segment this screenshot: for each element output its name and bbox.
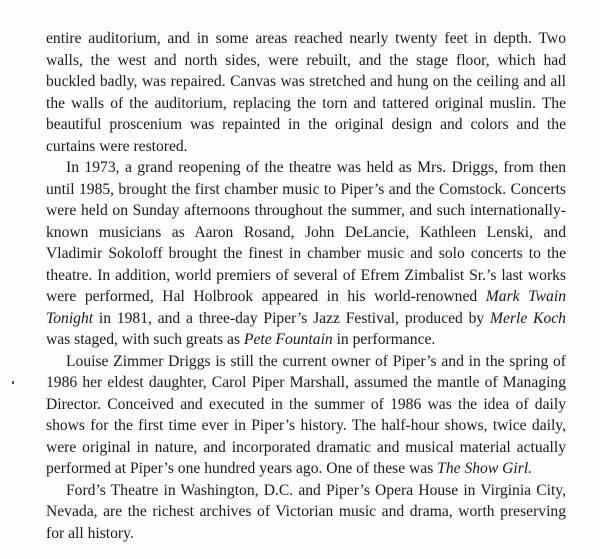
text-segment: In 1973, a grand reopening of the theatre was held as Mrs. Driggs, from then until 1985, brought the first chamber music to Piper’s and the Comstock. Concerts were held on Sunday afternoons throughout the summer, and such internationally-known musicians as Aaron Rosand, John DeLancie, Kathleen Lenski, and Vladimir Sokoloff brought the finest in chamber music and solo concerts to the theatre. In addition, world premiers of several of Efrem Zimbalist Sr.’s last works were performed, Hal Holbrook appeared in his world-renowned <box>46 159 566 305</box>
italic-title-mark-twain-tonight: Mark Twain Tonight <box>46 288 566 327</box>
italic-name-pete-fountain: Pete Fountain <box>243 331 333 348</box>
text-segment: Louise Zimmer Driggs is still the current owner of Piper’s and in the spring of 1986 her eldest daughter, Carol Piper Marshall, assumed the mantle of Managing Director. Conceived and executed in the summer of 1986 was the idea of daily shows for the first time ever in Piper’s history. The half-hour shows, twice daily, were original in nature, and incorporated dramatic and musical material actually performed at Piper’s one hundred years ago. One of these was <box>46 352 566 477</box>
document-page <box>46 28 566 544</box>
text-segment: was staged, with such greats as <box>46 331 244 348</box>
paragraph-current-owner <box>46 351 566 480</box>
paragraph-auditorium-repairs <box>46 28 566 157</box>
italic-title-the-show-girl: The Show Girl. <box>437 460 533 477</box>
text-segment: entire auditorium, and in some areas reached nearly twenty feet in depth. Two walls, the west and north sides, were rebuilt, and the stage floor, which had buckled badly, was repaired. Canvas was stretched and hung on the ceiling and all the walls of the auditorium, replacing the torn and tattered original muslin. The beautiful proscenium was repainted in the original design and colors and the curtains were restored. <box>46 30 566 155</box>
text-segment: in performance. <box>332 331 436 348</box>
text-segment: Ford’s Theatre in Washington, D.C. and Piper’s Opera House in Virginia City, Nevada, are the richest archives of Victorian music and drama, worth preserving for all history. <box>46 481 566 542</box>
italic-name-merle-koch: Merle Koch <box>490 309 566 327</box>
text-segment: in 1981, and a three-day Piper’s Jazz Festival, produced by <box>93 309 491 327</box>
margin-speck-mark <box>12 381 14 384</box>
paragraph-1973-reopening <box>46 157 566 351</box>
paragraph-archives <box>46 480 566 545</box>
